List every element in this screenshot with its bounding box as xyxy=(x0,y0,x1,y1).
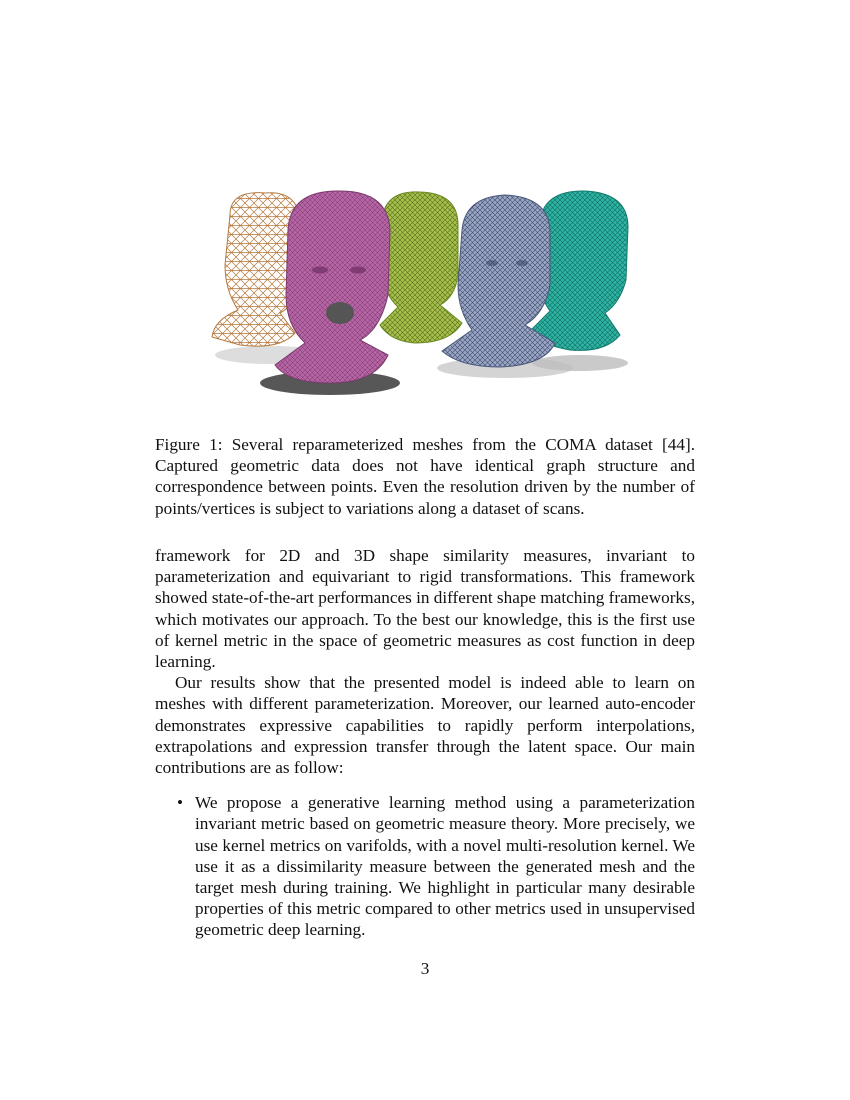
mesh-head-purple-icon xyxy=(275,191,390,383)
page-number: 3 xyxy=(420,959,430,978)
figure-caption: Figure 1: Several reparameterized meshes from the COMA dataset [44]. Captured geometric data does not have identical graph structure and correspondence between points. Even the resolution driven by the number of points/vertices is subject to variations along a dataset of scans. xyxy=(155,435,695,518)
mesh-head-blue-icon xyxy=(442,195,555,367)
list-item-text: We propose a generative learning method using a parameterization invariant metric based on geometric measure theory. More precisely, we use kernel metrics on varifolds, with a novel multi-resolution kernel. We use it as a dissimilarity measure between the generated mesh and the target mesh during training. We highlight in particular many desirable properties of this metric compared to other metrics used in unsupervised geometric deep learning. xyxy=(195,793,695,940)
paragraph: framework for 2D and 3D shape similarity measures, invariant to parameterization and equivariant to rigid transformations. This framework showed state-of-the-art performances in different shape matching frameworks, which motivates our approach. To the best our knowledge, this is the first use of kernel metric in the space of geometric measures as cost function in deep learning. xyxy=(155,546,695,672)
figure-meshes xyxy=(200,185,650,405)
paragraph: Our results show that the presented model is indeed able to learn on meshes with different parameterization. Moreover, our learned auto-encoder demonstrates expressive capabilities to rapidly perform interpolations, extrapolations and expression transfer through the latent space. Our main contributions are as follow: xyxy=(155,673,695,778)
list-item xyxy=(155,792,695,940)
contributions-list xyxy=(155,792,695,940)
mesh-head-green-icon xyxy=(380,192,462,343)
body-text xyxy=(155,545,695,941)
bullet-icon: • xyxy=(177,793,184,813)
